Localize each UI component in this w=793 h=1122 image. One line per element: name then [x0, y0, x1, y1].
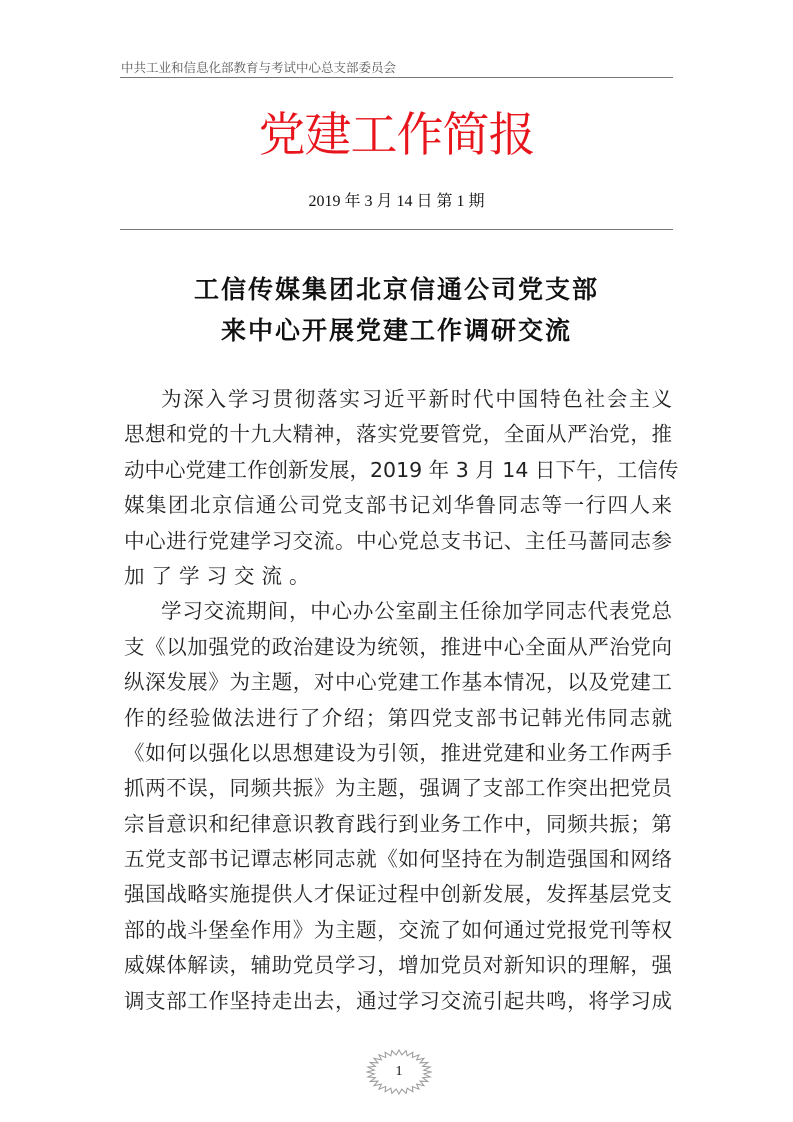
- paragraph-line: 支《以加强党的政治建设为统领，推进中心全面从严治党向: [124, 634, 672, 659]
- paragraph-line: 中心进行党建学习交流。中心党总支书记、主任马蔷同志参: [124, 528, 672, 553]
- page-number: 1: [395, 1064, 403, 1079]
- paragraph-line: 强国战略实施提供人才保证过程中创新发展，发挥基层党支: [124, 882, 672, 907]
- header-organization: 中共工业和信息化部教育与考试中心总支部委员会: [121, 60, 397, 75]
- article-title-line-2: 来中心开展党建工作调研交流: [220, 316, 572, 345]
- paragraph-line: 宗旨意识和纪律意识教育践行到业务工作中，同频共振；第: [124, 811, 672, 836]
- paragraph-line: 部的战斗堡垒作用》为主题，交流了如何通过党报党刊等权: [124, 917, 672, 942]
- issue-line: 2019 年 3 月 14 日 第 1 期: [308, 193, 485, 210]
- paragraph-line: 抓两不误，同频共振》为主题，强调了支部工作突出把党员: [124, 776, 672, 801]
- paragraph-line: 思想和党的十九大精神，落实党要管党，全面从严治党，推: [124, 422, 672, 447]
- paragraph-line: 学习交流期间，中心办公室副主任徐加学同志代表党总: [161, 599, 672, 624]
- paragraph-line: 纵深发展》为主题，对中心党建工作基本情况，以及党建工: [124, 670, 672, 695]
- masthead-title: 党建工作简报: [258, 108, 535, 163]
- paragraph-line: 为深入学习贯彻落实习近平新时代中国特色社会主义: [161, 387, 672, 411]
- masthead-divider: [120, 229, 673, 230]
- paragraph-line: 调支部工作坚持走出去，通过学习交流引起共鸣，将学习成: [124, 988, 672, 1013]
- paragraph-line: 威媒体解读，辅助党员学习，增加党员对新知识的理解，强: [124, 953, 672, 978]
- paragraph-line: 媒集团北京信通公司党支部书记刘华鲁同志等一行四人来: [124, 493, 672, 518]
- paragraph-line: 《如何以强化以思想建设为引领，推进党建和业务工作两手: [124, 740, 672, 765]
- header-divider: [120, 77, 673, 78]
- paragraph-line: 加了学习交流。: [124, 563, 317, 588]
- paragraph-line: 五党支部书记谭志彬同志就《如何坚持在为制造强国和网络: [124, 847, 672, 872]
- paragraph-line: 动中心党建工作创新发展，2019 年 3 月 14 日下午，工信传: [124, 457, 679, 482]
- paragraph-line: 作的经验做法进行了介绍；第四党支部书记韩光伟同志就: [124, 705, 672, 730]
- page-number-badge: [366, 1049, 432, 1095]
- article-body: [124, 382, 679, 1019]
- article-title-line-1: 工信传媒集团北京信通公司党支部: [193, 275, 599, 304]
